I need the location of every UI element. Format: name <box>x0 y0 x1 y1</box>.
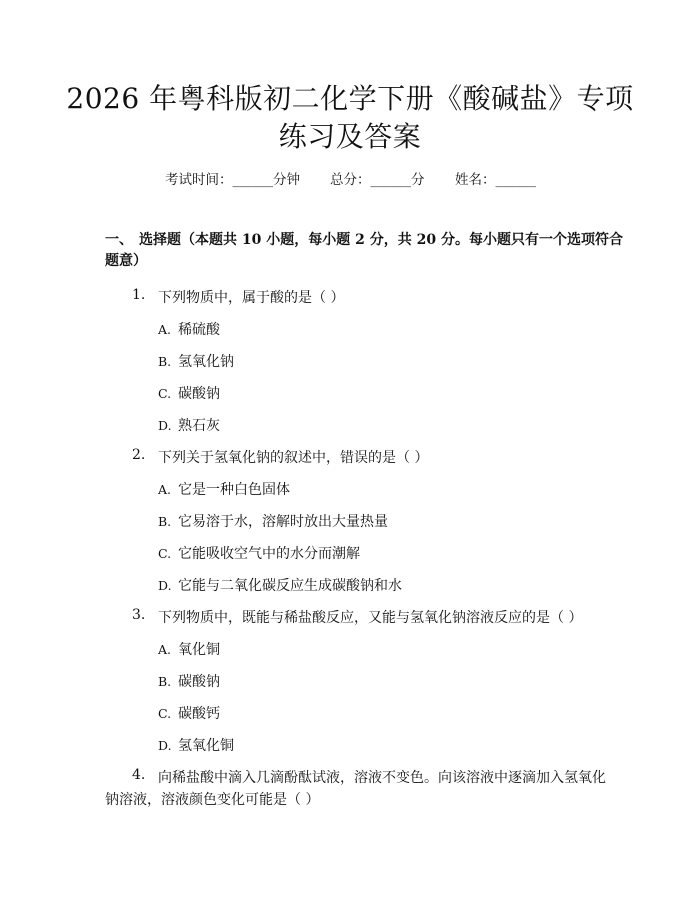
question-number: 3. <box>132 607 146 623</box>
section-heading-line-2: 题意） <box>105 253 147 269</box>
option-c: C. 它能吸收空气中的水分而潮解 <box>158 546 360 562</box>
document-title-line-1: 2026 年粤科版初二化学下册《酸碱盐》专项 <box>66 82 634 115</box>
option-c: C. 碳酸钙 <box>158 706 220 722</box>
option-a: A. 稀硫酸 <box>158 322 220 338</box>
option-b: B. 碳酸钠 <box>158 674 220 690</box>
option-d: D. 它能与二氧化碳反应生成碳酸钠和水 <box>158 578 402 594</box>
exam-time-field: 考试时间：______分钟 <box>165 172 300 188</box>
question-stem: 下列关于氢氧化钠的叙述中，错误的是（ ） <box>158 450 429 466</box>
option-d: D. 熟石灰 <box>158 418 220 434</box>
section-number: 一、 <box>105 232 133 248</box>
question-stem-line-1: 向稀盐酸中滴入几滴酚酞试液，溶液不变色。向该溶液中逐滴加入氢氧化 <box>158 770 606 786</box>
question-stem: 下列物质中，属于酸的是（ ） <box>158 290 345 306</box>
option-a: A. 氧化铜 <box>158 642 220 658</box>
total-score-field: 总分：______分 <box>330 172 425 188</box>
question-stem-line-2: 钠溶液，溶液颜色变化可能是（ ） <box>105 792 320 808</box>
section-heading-line-1: 选择题（本题共 10 小题，每小题 2 分，共 20 分。每小题只有一个选项符合 <box>139 232 623 248</box>
document-title-line-2: 练习及答案 <box>278 120 422 153</box>
student-name-field: 姓名：______ <box>455 172 536 188</box>
option-d: D. 氢氧化铜 <box>158 738 234 754</box>
option-c: C. 碳酸钠 <box>158 386 220 402</box>
exam-info-row <box>0 168 700 190</box>
question-number: 2. <box>132 447 146 463</box>
option-a: A. 它是一种白色固体 <box>158 482 290 498</box>
question-number: 1. <box>132 287 146 303</box>
option-b: B. 氢氧化钠 <box>158 354 234 370</box>
option-b: B. 它易溶于水，溶解时放出大量热量 <box>158 514 388 530</box>
question-number: 4. <box>132 767 146 783</box>
question-stem: 下列物质中，既能与稀盐酸反应，又能与氢氧化钠溶液反应的是（ ） <box>158 610 583 626</box>
